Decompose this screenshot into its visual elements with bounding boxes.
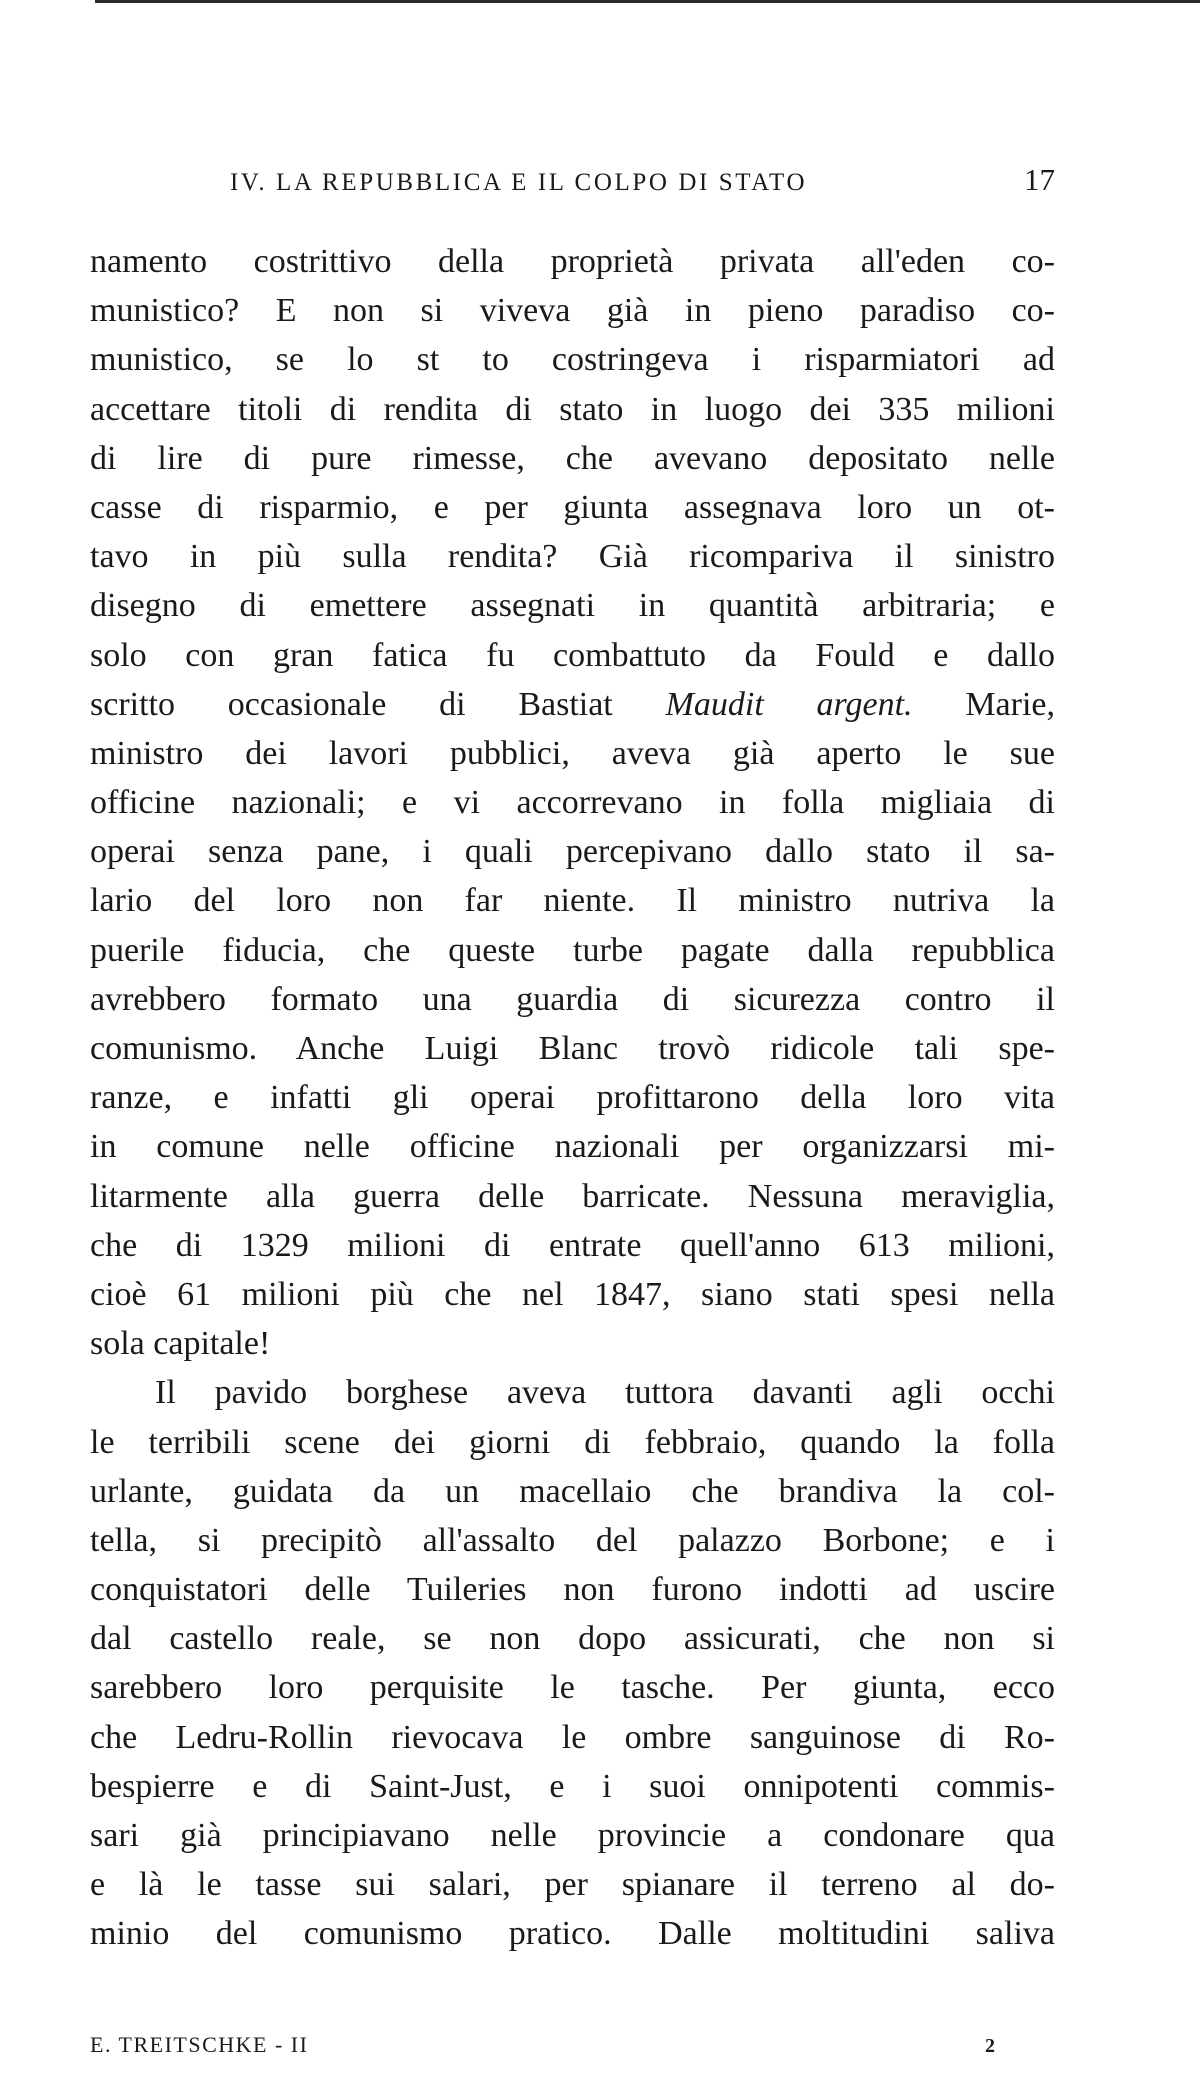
printer-signature: E. TREITSCHKE - II	[90, 2032, 309, 2057]
text-line: bespierre e di Saint-Just, e i suoi onnipotenti commis-	[90, 1767, 1055, 1805]
paragraph-1	[90, 237, 1055, 1368]
footer	[90, 2032, 995, 2058]
text-line: dal castello reale, se non dopo assicurati, che non si	[90, 1620, 1055, 1658]
text-line: che Ledru-Rollin rievocava le ombre sanguinose di Ro-	[90, 1718, 1055, 1756]
text-line: lario del loro non far niente. Il ministro nutriva la	[90, 882, 1055, 920]
text-line: sarebbero loro perquisite le tasche. Per giunta, ecco	[90, 1669, 1055, 1707]
text-line: officine nazionali; e vi accorrevano in folla migliaia di	[90, 784, 1055, 822]
line-text: scritto occasionale di Bastiat	[90, 685, 613, 723]
text-line: sola capitale!	[90, 1325, 271, 1363]
text-line: tavo in più sulla rendita? Già ricompariva il sinistro	[90, 538, 1055, 576]
text-line: namento costrittivo della proprietà privata all'eden co-	[90, 243, 1055, 280]
text-line: ministro dei lavori pubblici, aveva già aperto le sue	[90, 734, 1055, 772]
line-text: Marie,	[965, 685, 1056, 723]
running-title: IV. LA REPUBBLICA E IL COLPO DI STATO	[230, 169, 808, 196]
text-line: tella, si precipitò all'assalto del palazzo Borbone; e i	[90, 1521, 1055, 1559]
text-line: che di 1329 milioni di entrate quell'anno 613 milioni,	[90, 1226, 1055, 1264]
text-line: conquistatori delle Tuileries non furono indotti ad uscire	[90, 1571, 1055, 1609]
text-line: solo con gran fatica fu combattuto da Fould e dallo	[90, 636, 1055, 674]
text-line: ranze, e infatti gli operai profittarono della loro vita	[90, 1079, 1055, 1117]
text-line: litarmente alla guerra delle barricate. Nessuna meraviglia,	[90, 1177, 1055, 1215]
paragraph-2	[90, 1368, 1055, 1958]
text-line: munistico, se lo st to costringeva i risparmiatori ad	[90, 341, 1055, 379]
text-line: operai senza pane, i quali percepivano dallo stato il sa-	[90, 833, 1055, 871]
text-line: minio del comunismo pratico. Dalle moltitudini saliva	[90, 1915, 1055, 1953]
text-line-with-title	[90, 680, 1055, 729]
text-line: disegno di emettere assegnati in quantità arbitraria; e	[90, 587, 1055, 625]
text-line: puerile fiducia, che queste turbe pagate dalla repubblica	[90, 931, 1055, 969]
text-line: accettare titoli di rendita di stato in luogo dei 335 milioni	[90, 390, 1055, 428]
text-line: avrebbero formato una guardia di sicurezza contro il	[90, 980, 1055, 1018]
text-line: sari già principiavano nelle provincie a condonare qua	[90, 1817, 1055, 1854]
text-line: in comune nelle officine nazionali per organizzarsi mi-	[90, 1128, 1055, 1166]
body-text	[90, 237, 1055, 1959]
text-line: e là le tasse sui salari, per spianare il terreno al do-	[90, 1866, 1055, 1904]
text-line: comunismo. Anche Luigi Blanc trovò ridicole tali spe-	[90, 1030, 1055, 1067]
text-line: cioè 61 milioni più che nel 1847, siano stati spesi nella	[90, 1275, 1055, 1313]
page-number: 17	[1024, 162, 1055, 197]
text-line: munistico? E non si viveva già in pieno paradiso co-	[90, 292, 1055, 330]
text-line: Il pavido borghese aveva tuttora davanti agli occhi	[155, 1374, 1055, 1412]
text-line: urlante, guidata da un macellaio che brandiva la col-	[90, 1472, 1055, 1510]
book-title-italic: Maudit argent.	[665, 685, 913, 723]
text-line: le terribili scene dei giorni di febbraio, quando la folla	[90, 1423, 1055, 1461]
text-line: casse di risparmio, e per giunta assegnava loro un ot-	[90, 488, 1055, 526]
running-head	[90, 162, 1055, 198]
text-line: di lire di pure rimesse, che avevano depositato nelle	[90, 439, 1055, 477]
top-rule	[95, 0, 1200, 3]
signature-number: 2	[985, 2035, 995, 2057]
